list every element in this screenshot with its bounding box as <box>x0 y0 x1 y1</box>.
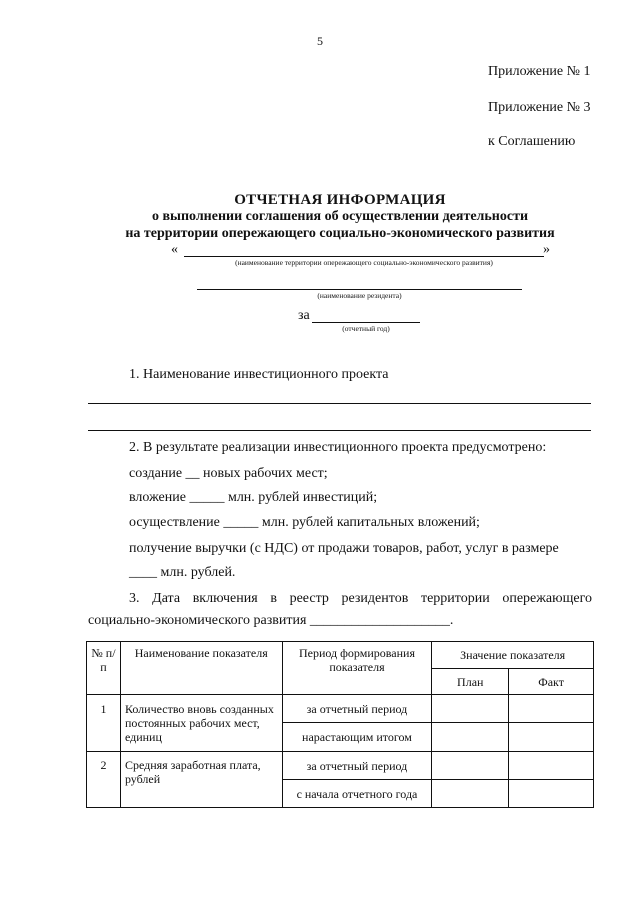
page-number: 5 <box>317 34 323 48</box>
table-row <box>87 752 594 780</box>
section-2-intro: 2. В результате реализации инвестиционного проекта предусмотрено: <box>129 440 547 455</box>
header-plan: План <box>432 669 509 695</box>
row-1-period-2: нарастающим итогом <box>282 723 432 752</box>
row-1-indicator-name: Количество вновь созданных постоянных рабочих мест, единиц <box>120 695 282 752</box>
period-prefix: за <box>298 308 310 323</box>
section-3-line-1: 3. Дата включения в реестр резидентов территории опережающего <box>129 591 592 606</box>
row-2-fact-1-cell[interactable] <box>509 752 594 780</box>
row-1-fact-1-cell[interactable] <box>509 695 594 723</box>
row-1-fact-2-cell[interactable] <box>509 723 594 752</box>
row-2-period-1: за отчетный период <box>282 752 432 780</box>
appendix-line-3: к Соглашению <box>488 134 576 149</box>
row-1-number: 1 <box>87 695 121 752</box>
project-name-line-1[interactable] <box>88 403 591 404</box>
appendix-line-2: Приложение № 3 <box>488 100 591 115</box>
row-1-plan-1-cell[interactable] <box>432 695 509 723</box>
project-name-line-2[interactable] <box>88 430 591 431</box>
resident-name-caption: (наименование резидента) <box>317 291 402 300</box>
territory-name-line[interactable] <box>184 256 544 257</box>
indicators-table <box>86 641 594 808</box>
row-2-fact-2-cell[interactable] <box>509 780 594 808</box>
row-1-period-1: за отчетный период <box>282 695 432 723</box>
appendix-line-1: Приложение № 1 <box>488 64 591 79</box>
row-2-indicator-name: Средняя заработная плата, рублей <box>120 752 282 808</box>
header-fact: Факт <box>509 669 594 695</box>
row-2-plan-1-cell[interactable] <box>432 752 509 780</box>
resident-name-line[interactable] <box>197 289 522 290</box>
reporting-year-caption: (отчетный год) <box>342 324 390 333</box>
document-subtitle-1: о выполнении соглашения об осуществлении деятельности <box>151 209 529 224</box>
row-1-plan-2-cell[interactable] <box>432 723 509 752</box>
reporting-year-line[interactable] <box>312 322 420 323</box>
section-2-jobs: создание __ новых рабочих мест; <box>129 466 328 481</box>
table-row <box>87 695 594 723</box>
section-2-investments: вложение _____ млн. рублей инвестиций; <box>129 490 378 505</box>
document-subtitle-2: на территории опережающего социально-экономического развития <box>125 226 555 241</box>
row-2-plan-2-cell[interactable] <box>432 780 509 808</box>
section-1-heading: 1. Наименование инвестиционного проекта <box>129 367 389 382</box>
section-3-line-2: социально-экономического развития ____________________. <box>88 613 454 628</box>
section-2-revenue-continued: ____ млн. рублей. <box>129 565 236 580</box>
territory-close-quote: » <box>543 242 550 257</box>
header-number: № п/п <box>87 642 121 695</box>
row-2-number: 2 <box>87 752 121 808</box>
territory-open-quote: « <box>171 242 178 257</box>
section-2-capital: осуществление _____ млн. рублей капитальных вложений; <box>129 515 480 530</box>
row-2-period-2: с начала отчетного года <box>282 780 432 808</box>
section-2-revenue: получение выручки (с НДС) от продажи товаров, работ, услуг в размере <box>129 541 559 556</box>
territory-name-caption: (наименование территории опережающего социально-экономического развития) <box>235 258 493 267</box>
header-value: Значение показателя <box>432 642 594 669</box>
document-title: ОТЧЕТНАЯ ИНФОРМАЦИЯ <box>234 192 446 208</box>
header-period: Период формирования показателя <box>282 642 432 695</box>
header-indicator-name: Наименование показателя <box>120 642 282 695</box>
